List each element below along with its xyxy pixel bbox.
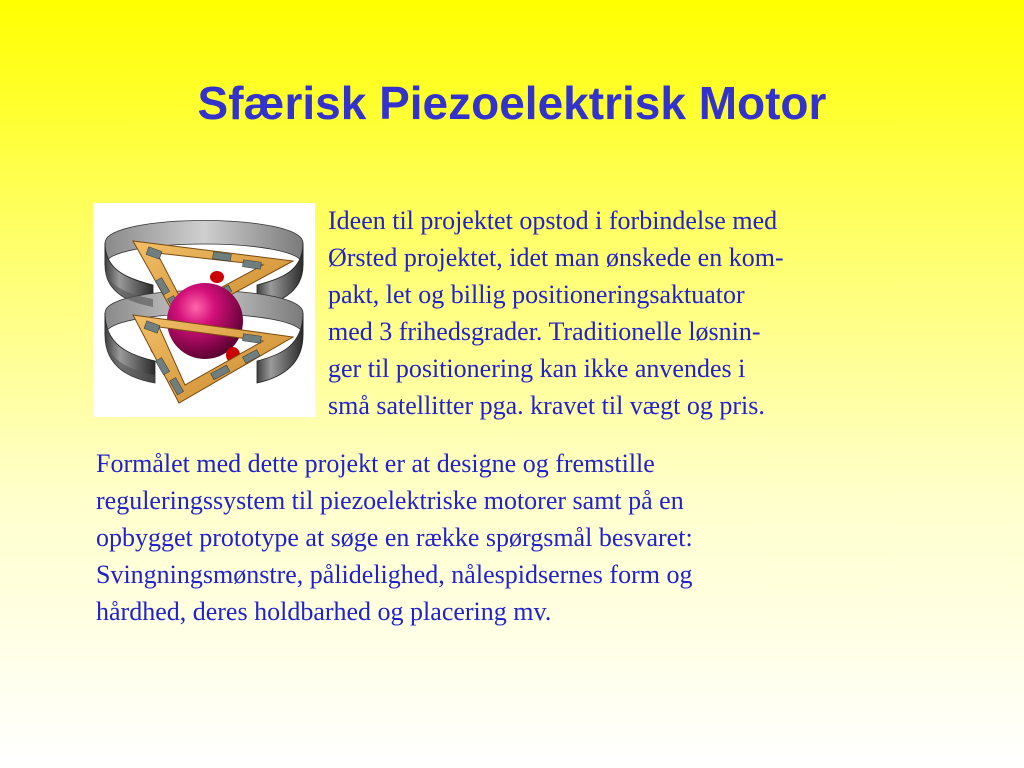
slide-title: Sfærisk Piezoelektrisk Motor [197, 77, 827, 129]
intro-line: pakt, let og billig positioneringsaktuator [328, 280, 745, 309]
purpose-line: reguleringssystem til piezoelektriske motorer samt på en [96, 486, 684, 515]
spherical-motor-illustration [93, 203, 315, 417]
intro-line: små satellitter pga. kravet til vægt og pris. [328, 391, 765, 420]
intro-line: med 3 frihedsgrader. Traditionelle løsnin- [328, 317, 761, 346]
purpose-line: hårdhed, deres holdbarhed og placering mv. [96, 597, 552, 626]
motor-diagram-icon [93, 203, 315, 417]
purpose-line: opbygget prototype at søge en række spørgsmål besvaret: [96, 523, 693, 552]
purpose-line: Svingningsmønstre, pålidelighed, nålespidsernes form og [96, 560, 693, 589]
purpose-line: Formålet med dette projekt er at designe og fremstille [96, 449, 655, 478]
intro-paragraph [328, 202, 928, 424]
purpose-paragraph [96, 445, 936, 630]
intro-line: ger til positionering kan ikke anvendes i [328, 354, 746, 383]
intro-line: Ideen til projektet opstod i forbindelse med [328, 206, 778, 235]
intro-line: Ørsted projektet, idet man ønskede en kom- [328, 243, 784, 272]
